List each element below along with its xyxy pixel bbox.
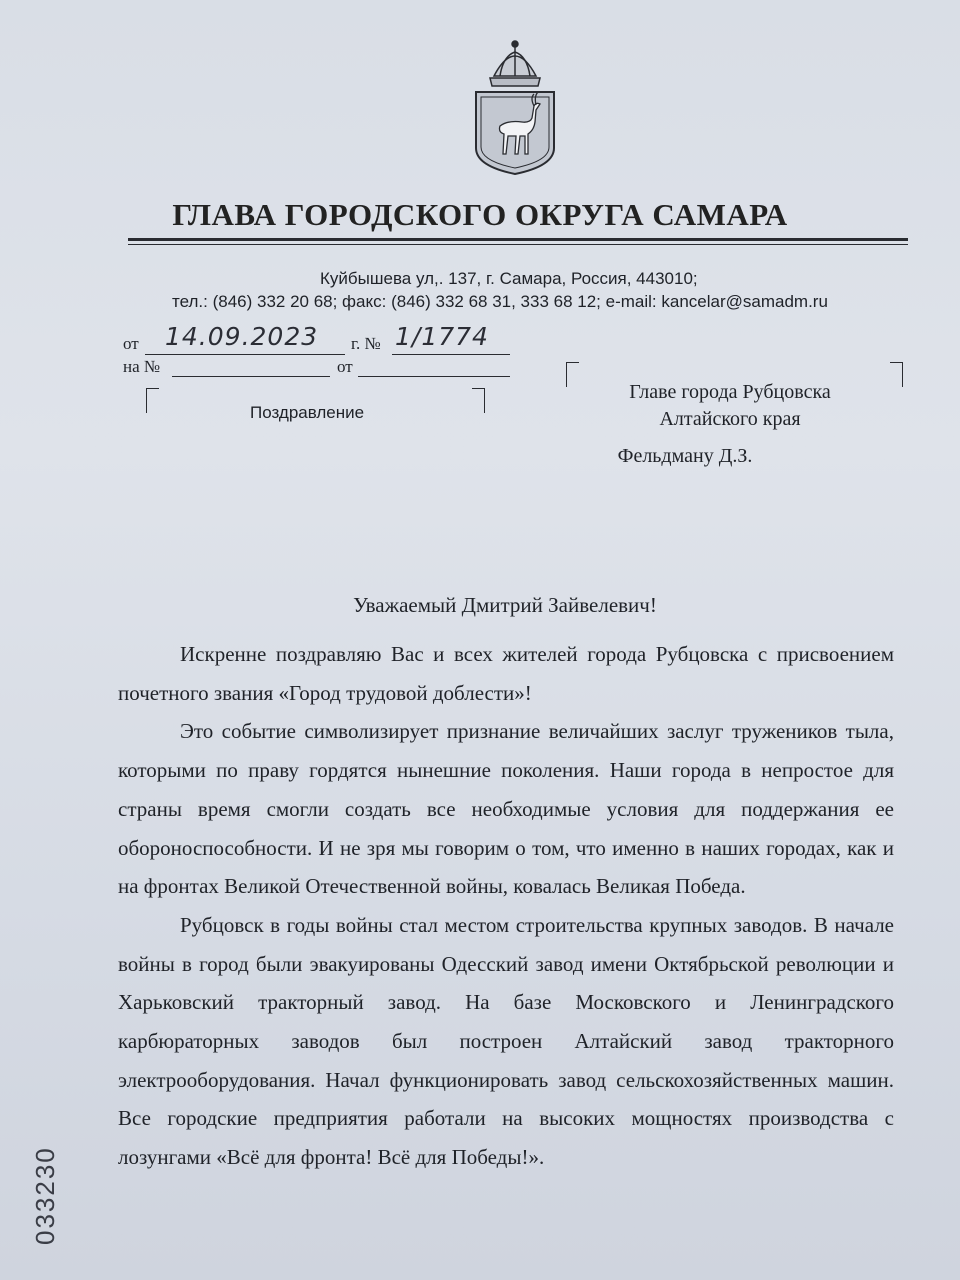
- paragraph: Рубцовск в годы войны стал местом строительства крупных заводов. В начале войны в город были эвакуированы Одесский завод имени Октябрьской революции и Харьковский тракторный завод. На базе Московского и Ленинградского карбюраторных заводов был построен Алтайский завод тракторного электрооборудования. Начал функционировать завод сельскохозяйственных машин. Все городские предприятия работали на высоких мощностях производства с лозунгами «Всё для фронта! Всё для Победы!».: [118, 912, 894, 1170]
- date-underline: [145, 354, 345, 355]
- ref-from-label: от: [337, 357, 353, 376]
- subject-corner-right: [472, 388, 485, 413]
- samara-coat-of-arms-icon: [470, 38, 560, 178]
- header-rule-thick: [128, 238, 908, 241]
- letter-body: [118, 635, 894, 1177]
- recipient-line-1: Главе города Рубцовска: [629, 381, 831, 403]
- subject-text: Поздравление: [250, 403, 365, 422]
- serial-number: 033230: [30, 1146, 60, 1245]
- handwritten-number: 1/1774: [395, 322, 489, 351]
- paragraph: Искренне поздравляю Вас и всех жителей города Рубцовска с присвоением почетного звания «Город трудовой доблести»!: [118, 642, 894, 705]
- paragraph: Это событие символизирует признание величайших заслуг тружеников тыла, которыми по праву гордятся нынешние поколения. Наши города в непростое для страны время смогли создать все необходимые условия для поддержания ее обороноспособности. И не зря мы говорим о том, что именно в наших городах, как и на фронтах Великой Отечественной войны, ковалась Великая Победа.: [118, 719, 894, 899]
- number-label: г. №: [351, 334, 381, 353]
- header-rule-thin: [128, 244, 908, 245]
- ref-underline: [172, 376, 330, 377]
- recipient-line-2: Алтайского края: [659, 408, 801, 430]
- letterhead-title: ГЛАВА ГОРОДСКОГО ОКРУГА САМАРА: [172, 197, 788, 232]
- ref-from-underline: [358, 376, 510, 377]
- ref-label: на №: [123, 357, 161, 376]
- contacts-line: тел.: (846) 332 20 68; факс: (846) 332 68 31, 333 68 12; e-mail: kancelar@samadm.ru: [172, 292, 828, 311]
- greeting: Уважаемый Дмитрий Зайвелевич!: [353, 593, 657, 617]
- from-label: от: [123, 334, 139, 353]
- recipient-line-3: Фельдману Д.З.: [617, 445, 753, 467]
- address-line: Куйбышева ул,. 137, г. Самара, Россия, 443010;: [320, 269, 698, 288]
- handwritten-date: 14.09.2023: [165, 322, 319, 351]
- subject-corner-left: [146, 388, 159, 413]
- number-underline: [392, 354, 510, 355]
